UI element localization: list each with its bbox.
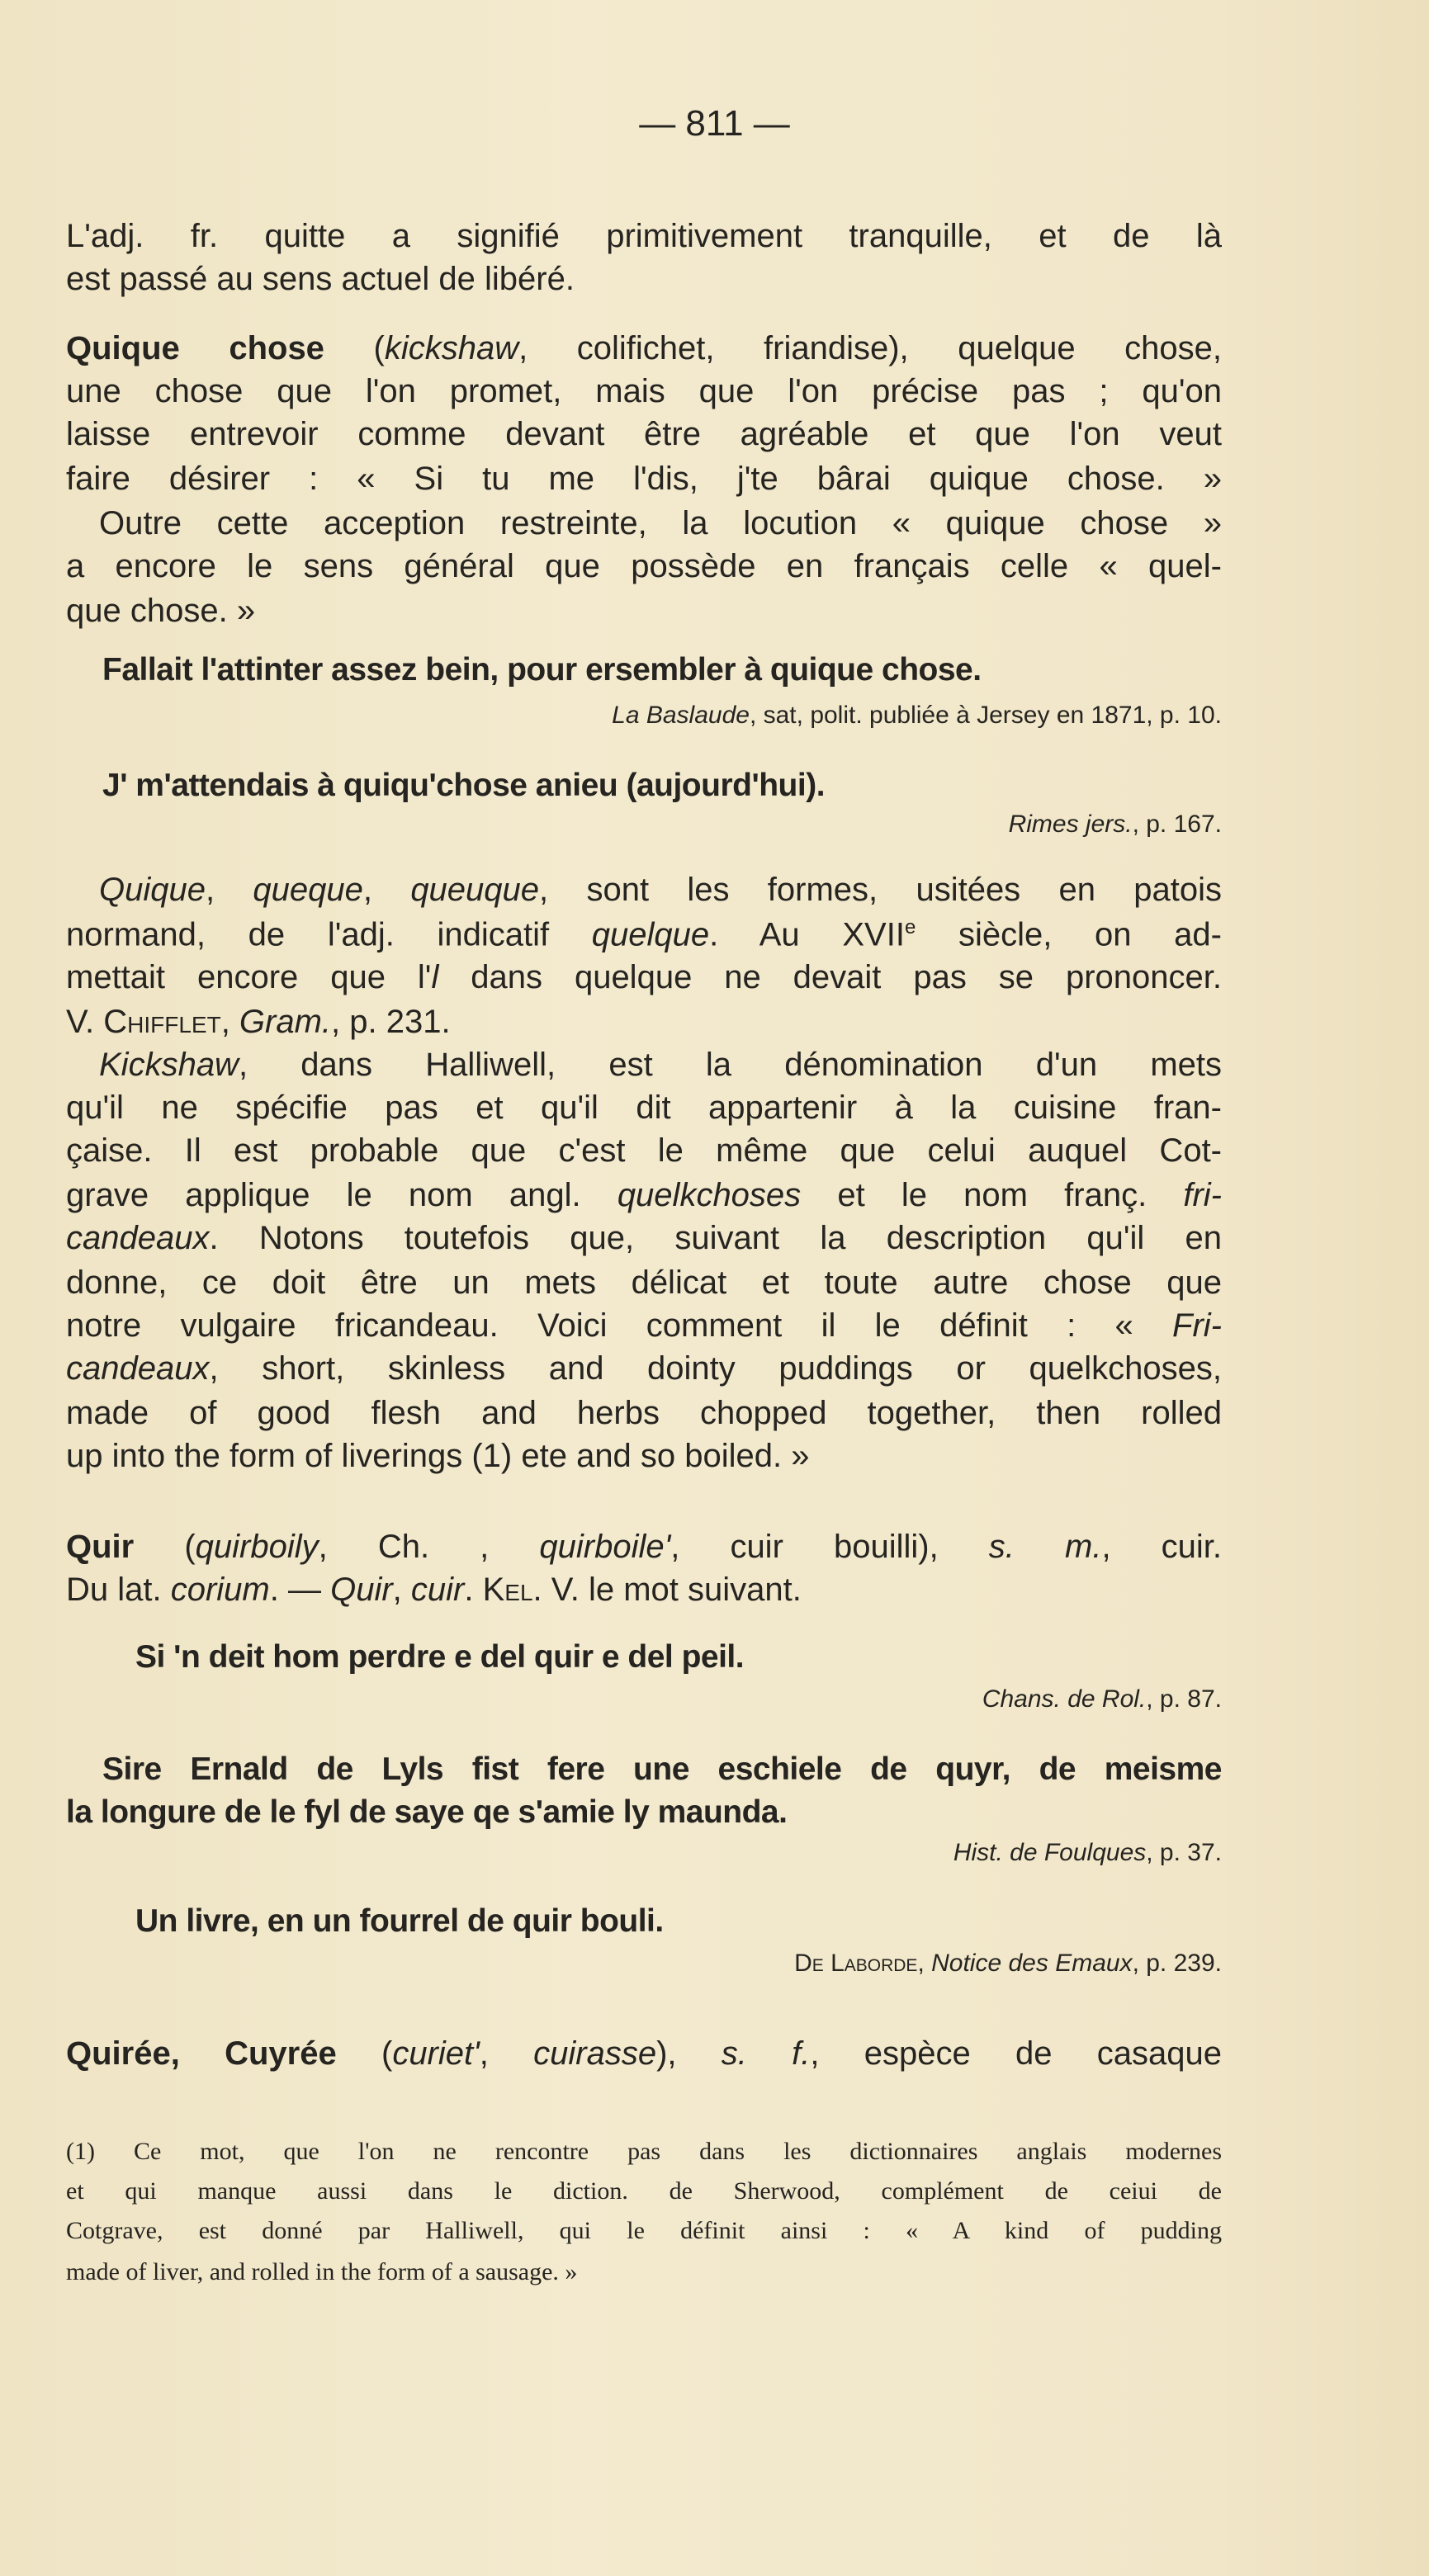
text-run: Cotgrave, est donné par Halliwell, qui le définit ainsi : « A kind of pudding xyxy=(66,2217,1222,2244)
italic-text: s. f. xyxy=(721,2035,811,2072)
quotation-line xyxy=(135,1905,1222,1937)
text-run: ( xyxy=(336,2035,393,2072)
italic-text: Quir xyxy=(330,1572,393,1608)
paragraph-line xyxy=(99,873,1222,906)
text-run: , p. 231. xyxy=(331,1004,451,1040)
headword: Quir xyxy=(66,1529,135,1565)
quotation-line xyxy=(135,1641,1222,1673)
paragraph-line xyxy=(66,1005,1222,1038)
italic-text: cuir xyxy=(410,1572,465,1608)
citation-source xyxy=(66,1687,1222,1712)
text-run: up into the form of liverings (1) ete and so boiled. » xyxy=(66,1438,810,1474)
italic-text: kickshaw xyxy=(384,330,519,366)
paragraph-line xyxy=(99,1048,1222,1081)
quotation-line xyxy=(102,1753,1222,1785)
text-run: a encore le sens général que possède en français celle « quel- xyxy=(66,548,1222,584)
text-run: made of good flesh and herbs chopped together, then rolled xyxy=(66,1395,1222,1431)
text-run: est passé au sens actuel de libéré. xyxy=(66,261,575,297)
italic-text: cuirasse xyxy=(533,2035,657,2072)
text-run: , cuir. xyxy=(1101,1529,1223,1565)
footnote-line xyxy=(66,2219,1222,2243)
text-run: laisse entrevoir comme devant être agréable et que l'on veut xyxy=(66,416,1222,452)
text-run: Outre cette acception restreinte, la locution « quique chose » xyxy=(99,505,1222,541)
text-run: , xyxy=(392,1572,411,1608)
paragraph-line xyxy=(66,262,1222,295)
text-run: , xyxy=(205,872,253,908)
text-run: une chose que l'on promet, mais que l'on précise pas ; qu'on xyxy=(66,373,1222,409)
italic-text: queuque xyxy=(410,872,540,908)
text-run: (1) Ce mot, que l'on ne rencontre pas dans les dictionnaires anglais modernes xyxy=(66,2138,1222,2165)
headword: Quique chose xyxy=(66,330,324,366)
italic-text: Chans. de Rol. xyxy=(982,1685,1147,1713)
text-run: et le nom franç. xyxy=(801,1177,1184,1213)
entry-quir xyxy=(66,1530,1222,1563)
citation-source xyxy=(66,703,1222,728)
italic-text: quelque xyxy=(591,916,710,953)
italic-text: candeaux xyxy=(66,1220,210,1256)
author-name: De Laborde xyxy=(794,1950,918,1977)
italic-text: La Baslaude xyxy=(612,702,750,729)
text-run: faire désirer : « Si tu me l'dis, j'te bârai quique chose. » xyxy=(66,461,1222,497)
text-run: . Notons toutefois que, suivant la description qu'il en xyxy=(209,1220,1222,1256)
text-run: , espèce de casaque xyxy=(810,2035,1223,2072)
text-run: , p. 167. xyxy=(1132,811,1222,838)
text-run: , xyxy=(362,872,411,908)
paragraph-line xyxy=(66,1134,1222,1167)
footnote-line xyxy=(66,2179,1222,2204)
text-run: , p. 37. xyxy=(1146,1839,1222,1866)
page-number: — 811 — xyxy=(639,103,790,144)
text-run: normand, de l'adj. indicatif xyxy=(66,916,592,953)
text-run: , dans Halliwell, est la dénomination d'un mets xyxy=(238,1047,1222,1083)
italic-text: quirboily xyxy=(195,1529,319,1565)
italic-text: Kickshaw xyxy=(99,1047,239,1083)
text-run: donne, ce doit être un mets délicat et toute autre chose que xyxy=(66,1264,1222,1301)
text-run: e xyxy=(904,916,916,938)
text-run: . — xyxy=(269,1572,331,1608)
text-run: , xyxy=(220,1004,239,1040)
paragraph-line xyxy=(66,1397,1222,1430)
paragraph-line xyxy=(66,1179,1222,1212)
text-run: made of liver, and rolled in the form of a sausage. » xyxy=(66,2258,578,2285)
headword: Quirée, Cuyrée xyxy=(66,2035,337,2072)
author-name: Chifflet xyxy=(103,1004,221,1040)
entry-quiree xyxy=(66,2037,1222,2070)
italic-text: curiet' xyxy=(392,2035,480,2072)
paragraph-line xyxy=(99,507,1222,540)
author-name: Kel xyxy=(482,1572,533,1608)
italic-text: quirboile' xyxy=(539,1529,671,1565)
quotation-line xyxy=(66,1796,1222,1828)
paragraph-line xyxy=(66,375,1222,408)
text-run: , xyxy=(917,1950,932,1977)
paragraph-line xyxy=(66,1573,1222,1606)
footnote-line xyxy=(66,2260,1222,2285)
text-run: qu'il ne spécifie pas et qu'il dit appartenir à la cuisine fran- xyxy=(66,1089,1222,1126)
text-run: Si 'n deit hom perdre e del quir e del peil. xyxy=(135,1639,745,1675)
citation-source xyxy=(66,812,1222,837)
text-run: . V. le mot suivant. xyxy=(532,1572,802,1608)
text-run: J' m'attendais à quiqu'chose anieu (aujourd'hui). xyxy=(102,768,826,803)
text-run: , Ch. , xyxy=(318,1529,540,1565)
text-run: , colifichet, friandise), quelque chose, xyxy=(518,330,1222,366)
text-run: Du lat. xyxy=(66,1572,171,1608)
text-run: , short, skinless and dointy puddings or quelkchoses, xyxy=(209,1350,1222,1387)
paragraph-line xyxy=(66,1352,1222,1385)
text-run: dans quelque ne devait pas se prononcer. xyxy=(438,959,1223,995)
italic-text: corium xyxy=(170,1572,270,1608)
text-run: la longure de le fyl de saye qe s'amie ly maunda. xyxy=(66,1794,788,1830)
paragraph-line xyxy=(66,550,1222,583)
paragraph-line xyxy=(66,462,1222,495)
text-run: mettait encore que l' xyxy=(66,959,432,995)
italic-text: Fri- xyxy=(1172,1307,1222,1344)
text-run: , p. 87. xyxy=(1146,1685,1222,1713)
quotation-line xyxy=(102,769,1222,801)
italic-text: candeaux xyxy=(66,1350,210,1387)
text-run: , sont les formes, usitées en patois xyxy=(539,872,1223,908)
text-run: , sat, polit. publiée à Jersey en 1871, p. 10. xyxy=(749,702,1222,729)
text-run: ( xyxy=(134,1529,196,1565)
text-run: siècle, on ad- xyxy=(916,916,1222,953)
paragraph-line xyxy=(66,594,1222,627)
footnote-line xyxy=(66,2139,1222,2164)
italic-text: Notice des Emaux xyxy=(931,1950,1133,1977)
quotation-line xyxy=(102,654,1222,686)
text-run: que chose. » xyxy=(66,593,256,629)
text-run: , cuir bouilli), xyxy=(670,1529,989,1565)
paragraph-line xyxy=(66,1091,1222,1124)
paragraph-line xyxy=(66,918,1222,951)
italic-text: l xyxy=(431,959,439,995)
paragraph-line xyxy=(66,418,1222,451)
italic-text: Rimes jers. xyxy=(1008,811,1133,838)
text-run: çaise. Il est probable que c'est le même que celui auquel Cot- xyxy=(66,1132,1222,1169)
paragraph-line xyxy=(66,1222,1222,1255)
paragraph-line xyxy=(66,1309,1222,1342)
italic-text: quelkchoses xyxy=(617,1177,802,1213)
paragraph-line xyxy=(66,961,1222,994)
text-run: L'adj. fr. quitte a signifié primitivement tranquille, et de là xyxy=(66,218,1222,254)
italic-text: Gram. xyxy=(239,1004,332,1040)
text-run: ), xyxy=(656,2035,722,2072)
text-run: . xyxy=(464,1572,483,1608)
text-run: Fallait l'attinter assez bein, pour ersembler à quique chose. xyxy=(102,652,982,688)
citation-source xyxy=(66,1951,1222,1976)
paragraph-line xyxy=(66,1439,1222,1472)
italic-text: fri- xyxy=(1183,1177,1222,1213)
text-run: , p. 239. xyxy=(1132,1950,1222,1977)
citation-source xyxy=(66,1841,1222,1865)
text-run: Sire Ernald de Lyls fist fere une eschiele de quyr, de meisme xyxy=(102,1751,1222,1787)
text-run: ( xyxy=(324,330,385,366)
paragraph-line xyxy=(66,1266,1222,1299)
text-run: . Au XVII xyxy=(709,916,905,953)
italic-text: Quique xyxy=(99,872,206,908)
entry-quique-chose xyxy=(66,332,1222,365)
text-run: V. xyxy=(66,1004,104,1040)
italic-text: s. m. xyxy=(988,1529,1102,1565)
italic-text: queque xyxy=(253,872,363,908)
text-run: et qui manque aussi dans le diction. de Sherwood, complément de ceiui de xyxy=(66,2177,1222,2205)
text-run: notre vulgaire fricandeau. Voici comment il le définit : « xyxy=(66,1307,1173,1344)
text-run: , xyxy=(479,2035,534,2072)
text-run: Un livre, en un fourrel de quir bouli. xyxy=(135,1903,664,1939)
text-run: grave applique le nom angl. xyxy=(66,1177,617,1213)
paragraph-line xyxy=(66,220,1222,253)
italic-text: Hist. de Foulques xyxy=(953,1839,1147,1866)
